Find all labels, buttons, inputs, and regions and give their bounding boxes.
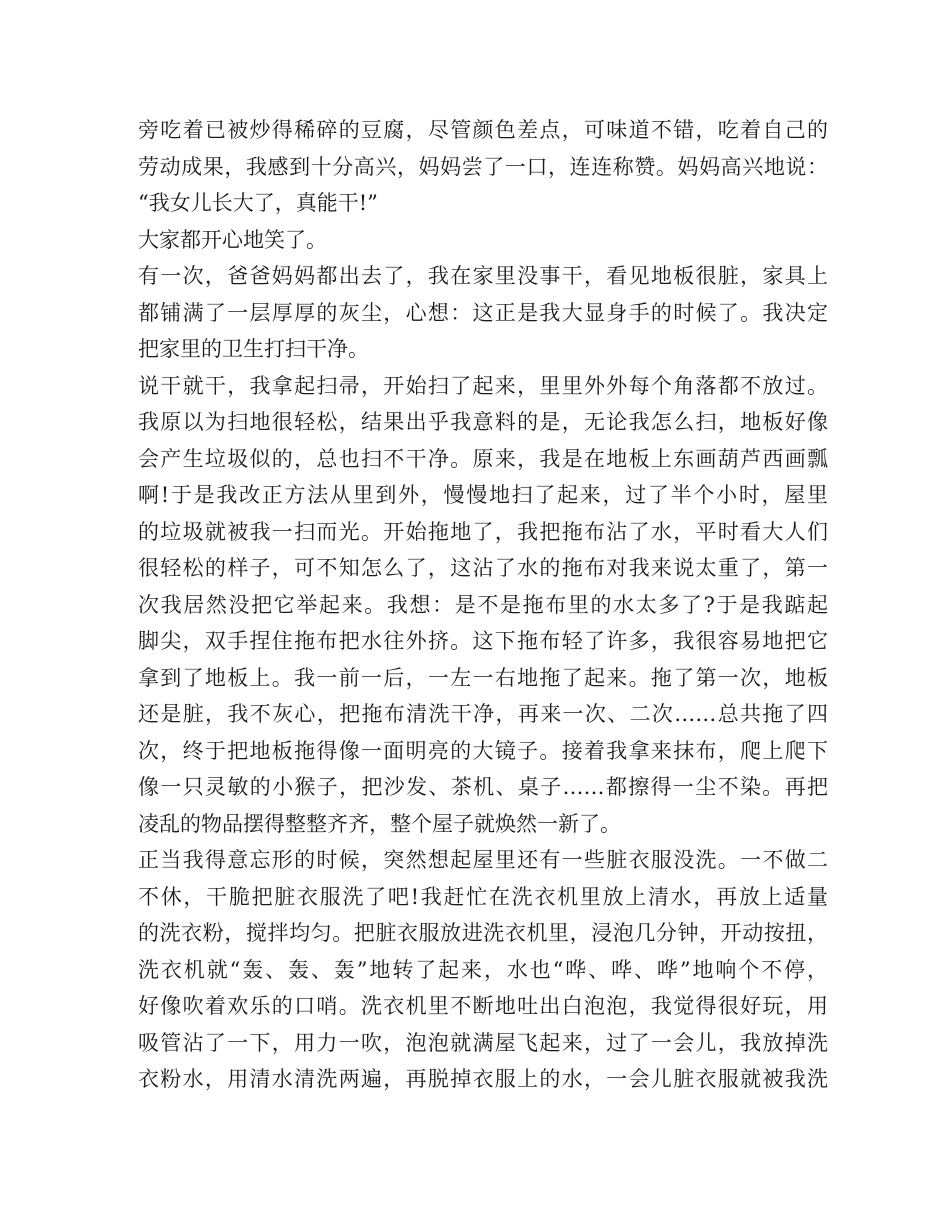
text-line: “我女儿长大了，真能干!” bbox=[138, 191, 378, 215]
text-line: 凌乱的物品摆得整整齐齐，整个屋子就焕然一新了。 bbox=[138, 811, 621, 836]
text-line: 次，终于把地板拖得像一面明亮的大镜子。接着我拿来抹布，爬上爬下 bbox=[138, 738, 828, 763]
essay-body bbox=[138, 112, 828, 1098]
text-line: 啊!于是我改正方法从里到外，慢慢地扫了起来，过了半个小时，屋里 bbox=[138, 483, 828, 507]
text-line: 有一次，爸爸妈妈都出去了，我在家里没事干，看见地板很脏，家具上 bbox=[138, 264, 828, 288]
text-line: 吸管沾了一下，用力一吹，泡泡就满屋飞起来，过了一会儿，我放掉洗 bbox=[138, 1030, 828, 1055]
text-line: 还是脏，我不灰心，把拖布清洗干净，再来一次、二次……总共拖了四 bbox=[138, 702, 828, 726]
text-line: 都铺满了一层厚厚的灰尘，心想：这正是我大显身手的时候了。我决定 bbox=[138, 300, 828, 325]
text-line: 拿到了地板上。我一前一后，一左一右地拖了起来。拖了第一次，地板 bbox=[138, 665, 828, 690]
text-line: 正当我得意忘形的时候，突然想起屋里还有一些脏衣服没洗。一不做二 bbox=[138, 848, 828, 872]
text-line: 不休，干脆把脏衣服洗了吧!我赶忙在洗衣机里放上清水，再放上适量 bbox=[138, 884, 828, 909]
text-line: 我原以为扫地很轻松，结果出乎我意料的是，无论我怎么扫，地板好像 bbox=[138, 410, 828, 434]
text-line: 的洗衣粉，搅拌均匀。把脏衣服放进洗衣机里，浸泡几分钟，开动按扭， bbox=[138, 921, 828, 945]
text-line: 衣粉水，用清水清洗两遍，再脱掉衣服上的水，一会儿脏衣服就被我洗 bbox=[138, 1067, 828, 1091]
text-line: 次我居然没把它举起来。我想：是不是拖布里的水太多了?于是我踮起 bbox=[138, 592, 828, 617]
text-line: 劳动成果，我感到十分高兴，妈妈尝了一口，连连称赞。妈妈高兴地说： bbox=[138, 154, 828, 179]
text-line: 脚尖，双手捏住拖布把水往外挤。这下拖布轻了许多，我很容易地把它 bbox=[138, 629, 828, 653]
text-line: 大家都开心地笑了。 bbox=[138, 227, 327, 252]
text-line: 好像吹着欢乐的口哨。洗衣机里不断地吐出白泡泡，我觉得很好玩，用 bbox=[138, 994, 828, 1018]
text-line: 像一只灵敏的小猴子，把沙发、茶机、桌子……都擦得一尘不染。再把 bbox=[138, 775, 828, 799]
text-line: 说干就干，我拿起扫帚，开始扫了起来，里里外外每个角落都不放过。 bbox=[138, 373, 828, 398]
text-line: 会产生垃圾似的，总也扫不干净。原来，我是在地板上东画葫芦西画瓢 bbox=[138, 446, 828, 471]
text-line: 把家里的卫生打扫干净。 bbox=[138, 337, 369, 361]
text-line: 很轻松的样子，可不知怎么了，这沾了水的拖布对我来说太重了，第一 bbox=[138, 556, 828, 580]
text-line: 的垃圾就被我一扫而光。开始拖地了，我把拖布沾了水，平时看大人们 bbox=[138, 519, 828, 544]
text-line: 洗衣机就“轰、轰、轰”地转了起来，水也“哗、哗、哗”地响个不停， bbox=[138, 957, 828, 982]
text-line: 旁吃着已被炒得稀碎的豆腐，尽管颜色差点，可味道不错，吃着自己的 bbox=[138, 118, 828, 142]
